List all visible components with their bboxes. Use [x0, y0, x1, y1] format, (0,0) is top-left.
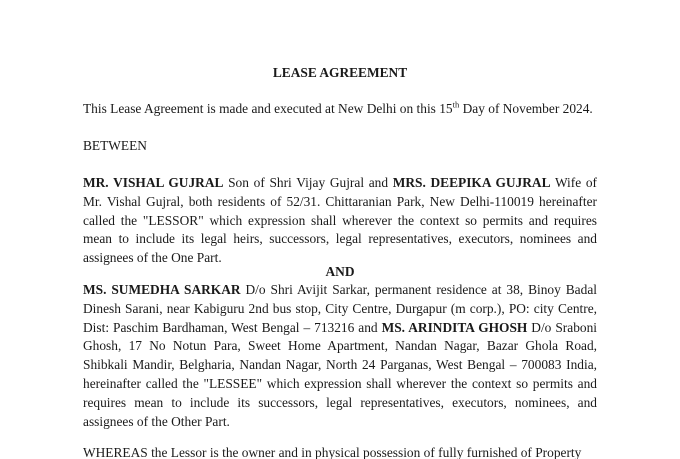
lessee-name-1: MS. SUMEDHA SARKAR	[83, 282, 241, 297]
lessor-text-2: Wife of Mr. Vishal Gujral, both residents of 52/31. Chittaranian Park, New Delhi-110019 hereinafter called the "LESSOR" which expression shall wherever the context so permits and requires mean to include its legal heirs, successors, legal representatives, executors, nominees and assignees of the One Part.	[83, 175, 598, 266]
lessor-text-1: Son of Shri Vijay Gujral and	[223, 175, 393, 190]
whereas-paragraph: WHEREAS the Lessor is the owner and in physical possession of fully furnished of Property	[83, 445, 582, 459]
lessor-name-2: MRS. DEEPIKA GUJRAL	[392, 175, 551, 190]
and-heading: AND	[325, 264, 355, 279]
day-ordinal-suffix: th	[452, 99, 460, 110]
intro-text-before-day: This Lease Agreement is made and executed at New Delhi on this 15	[83, 101, 453, 116]
lessor-paragraph	[83, 174, 597, 268]
intro-text-after-day: Day of November 2024.	[459, 101, 593, 116]
lessee-text-2: D/o Sraboni Ghosh, 17 No Notun Para, Sweet Home Apartment, Nandan Nagar, Bazar Ghola Road, Shibkali Mandir, Belgharia, Nandan Nagar, North 24 Parganas, West Bengal – 700083 India, hereinafter called the "LESSEE" which expression shall wherever the context so permits and requires mean to include its successors, legal representatives, executors, nominees, and assignees of the Other Part.	[83, 319, 597, 429]
lessee-paragraph	[83, 281, 597, 431]
lessee-text-1: D/o Shri Avijit Sarkar, permanent residence at 38, Binoy Badal Dinesh Sarani, near Kabiguru 2nd bus stop, City Centre, Durgapur (m corp.), PO: city Centre, Dist: Paschim Bardhaman, West Bengal – 713216 and	[83, 282, 597, 335]
document-title: LEASE AGREEMENT	[272, 65, 408, 80]
intro-paragraph	[83, 100, 597, 119]
lessee-name-2: MS. ARINDITA GHOSH	[381, 319, 528, 335]
between-heading: BETWEEN	[83, 138, 147, 153]
lessor-name-1: MR. VISHAL GUJRAL	[83, 175, 224, 190]
